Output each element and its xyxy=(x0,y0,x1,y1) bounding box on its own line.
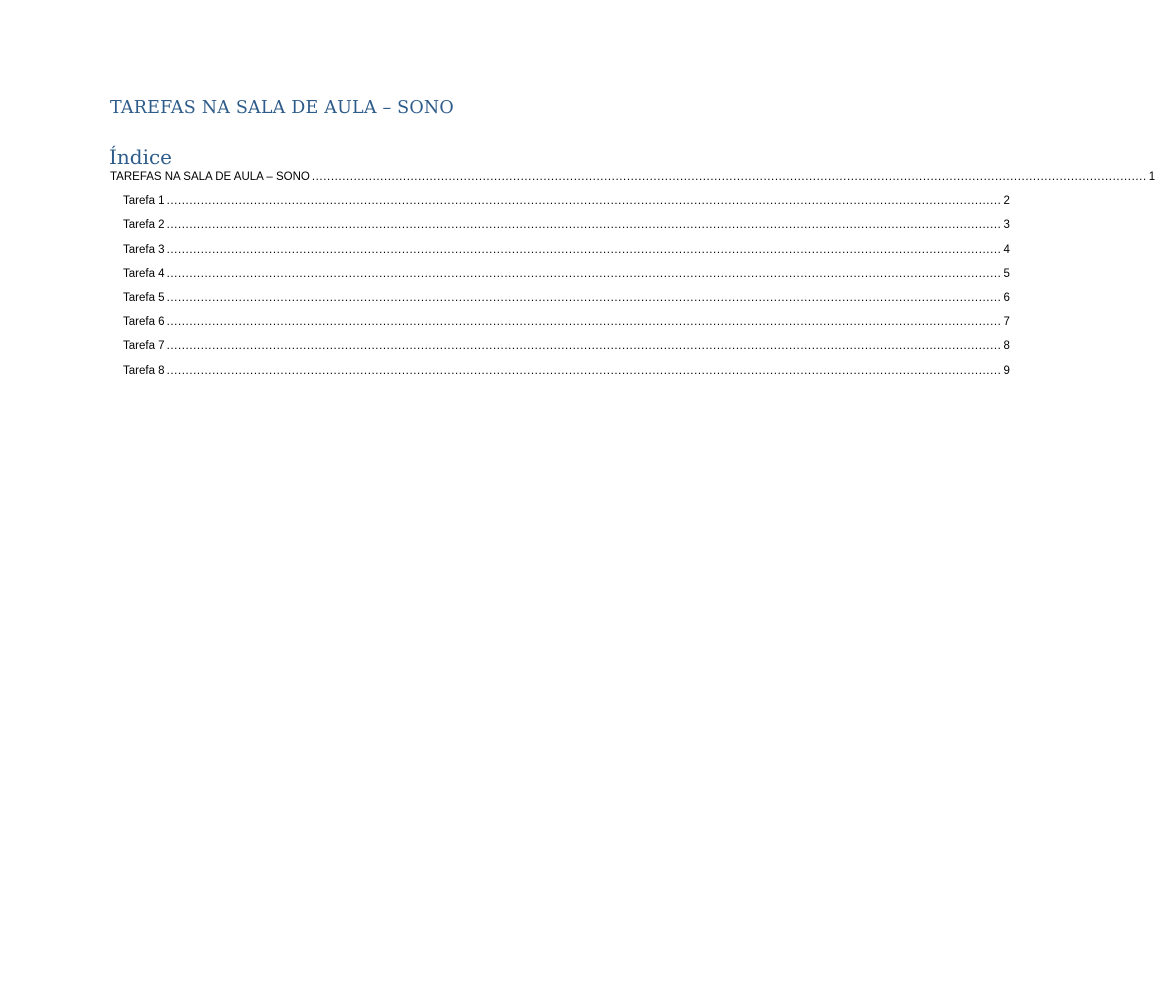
toc-entry-label: TAREFAS NA SALA DE AULA – SONO xyxy=(110,171,310,183)
toc-entry-tarefa-2[interactable] xyxy=(110,218,1010,242)
toc-entry-page: 1 xyxy=(1148,171,1155,183)
toc-entry-page: 3 xyxy=(1003,219,1010,232)
toc-heading: Índice xyxy=(109,145,173,169)
toc-entry-label: Tarefa 2 xyxy=(123,219,165,232)
toc-entry-tarefa-8[interactable] xyxy=(110,364,1010,388)
toc-entry-label: Tarefa 5 xyxy=(123,291,165,304)
toc-dot-leader: ............................................................................................................................................................................................................................ xyxy=(166,243,1002,256)
toc-dot-leader: ............................................................................................................................................................................................................................ xyxy=(311,171,1147,183)
toc-dot-leader: ............................................................................................................................................................................................................................ xyxy=(166,267,1002,280)
toc-entry-label: Tarefa 7 xyxy=(123,340,165,353)
toc-entry-page: 5 xyxy=(1003,267,1010,280)
toc-entry-tarefa-5[interactable] xyxy=(110,291,1010,315)
toc-dot-leader: ............................................................................................................................................................................................................................ xyxy=(166,316,1002,329)
toc-entry-tarefa-7[interactable] xyxy=(110,339,1010,363)
toc-entry-page: 8 xyxy=(1003,340,1010,353)
toc-dot-leader: ............................................................................................................................................................................................................................ xyxy=(166,340,1002,353)
toc-entry-page: 2 xyxy=(1003,195,1010,208)
toc-entry-label: Tarefa 4 xyxy=(123,267,165,280)
toc-entry-label: Tarefa 8 xyxy=(123,364,165,377)
toc-entry-page: 9 xyxy=(1003,364,1010,377)
toc-entry-tarefa-1[interactable] xyxy=(110,194,1010,218)
toc-dot-leader: ............................................................................................................................................................................................................................ xyxy=(166,291,1002,304)
toc-entry-page: 6 xyxy=(1003,291,1010,304)
toc-entry-page: 7 xyxy=(1003,316,1010,329)
table-of-contents xyxy=(110,170,1155,388)
toc-entry-main[interactable] xyxy=(110,170,1155,194)
toc-dot-leader: ............................................................................................................................................................................................................................ xyxy=(166,364,1002,377)
toc-entry-label: Tarefa 3 xyxy=(123,243,165,256)
toc-entry-page: 4 xyxy=(1003,243,1010,256)
toc-entry-label: Tarefa 6 xyxy=(123,316,165,329)
toc-dot-leader: ............................................................................................................................................................................................................................ xyxy=(166,195,1002,208)
toc-entry-tarefa-3[interactable] xyxy=(110,243,1010,267)
toc-dot-leader: ............................................................................................................................................................................................................................ xyxy=(166,219,1002,232)
toc-entry-tarefa-6[interactable] xyxy=(110,315,1010,339)
toc-entry-tarefa-4[interactable] xyxy=(110,267,1010,291)
toc-entry-label: Tarefa 1 xyxy=(123,195,165,208)
document-title: TAREFAS NA SALA DE AULA – SONO xyxy=(110,98,454,118)
